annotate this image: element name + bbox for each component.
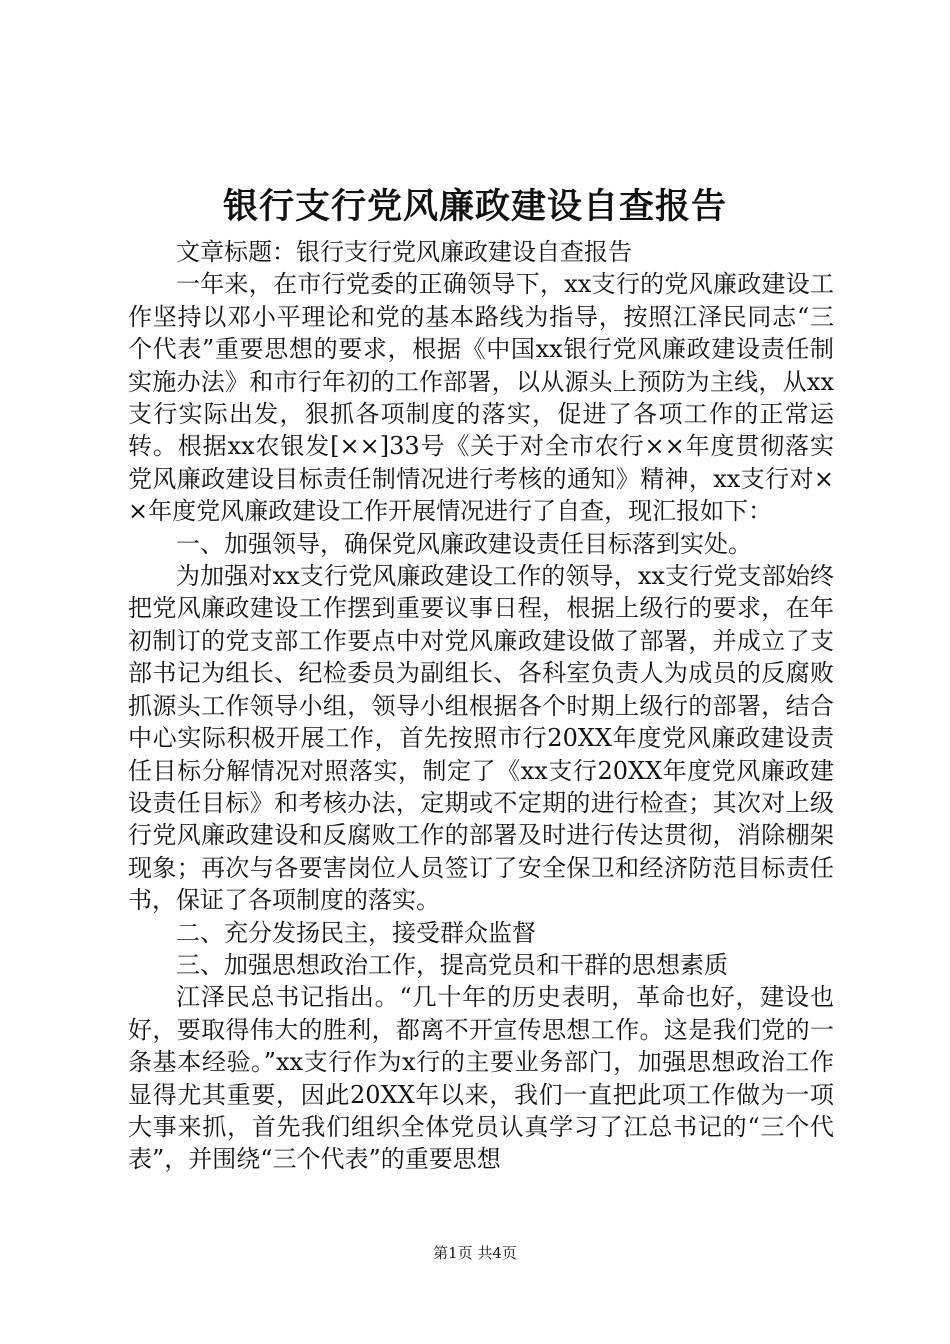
section-1-paragraph: 为加强对xx支行党风廉政建设工作的领导，xx支行党支部始终把党风廉政建设工作摆到重要议事日程，根据上级行的要求，在年初制订的党支部工作要点中对党风廉政建设做了部署，并成立了支部书记为组长、纪检委员为副组长、各科室负责人为成员的反腐败抓源头工作领导小组，领导小组根据各个时期上级行的部署，结合中心实际积极开展工作，首先按照市行20XX年度党风廉政建设责任目标分解情况对照落实，制定了《xx支行20XX年度党风廉政建设责任目标》和考核办法，定期或不定期的进行检查；其次对上级行党风廉政建设和反腐败工作的部署及时进行传达贯彻，消除棚架现象；再次与各要害岗位人员签订了安全保卫和经济防范目标责任书，保证了各项制度的落实。 [128,562,834,915]
section-heading-2: 二、充分发扬民主，接受群众监督 [176,918,536,947]
document-body [128,236,834,1176]
section-3-paragraph: 江泽民总书记指出。“几十年的历史表明，革命也好，建设也好，要取得伟大的胜利，都离不开宣传思想工作。这是我们党的一条基本经验。”xx支行作为x行的主要业务部门，加强思想政治工作显得尤其重要，因此20XX年以来，我们一直把此项工作做为一项大事来抓，首先我们组织全体党员认真学习了江总书记的“三个代表”，并围绕“三个代表”的重要思想 [128,983,834,1174]
section-heading-3: 三、加强思想政治工作，提高党员和干群的思想素质 [176,950,728,979]
document-title: 银行支行党风廉政建设自查报告 [222,186,727,227]
intro-paragraph: 一年来，在市行党委的正确领导下，xx支行的党风廉政建设工作坚持以邓小平理论和党的基本路线为指导，按照江泽民同志“三个代表”重要思想的要求，根据《中国xx银行党风廉政建设责任制实施办法》和市行年初的工作部署，以从源头上预防为主线，从xx支行实际出发，狠抓各项制度的落实，促进了各项工作的正常运转。根据xx农银发[××]33号《关于对全市农行××年度贯彻落实党风廉政建设目标责任制情况进行考核的通知》精神，xx支行对××年度党风廉政建设工作开展情况进行了自查，现汇报如下： [128,270,834,526]
section-heading-1: 一、加强领导，确保党风廉政建设责任目标落到实处。 [176,529,752,558]
page-number-footer: 第1页 共4页 [433,1244,517,1262]
article-title-line: 文章标题：银行支行党风廉政建设自查报告 [176,238,632,266]
